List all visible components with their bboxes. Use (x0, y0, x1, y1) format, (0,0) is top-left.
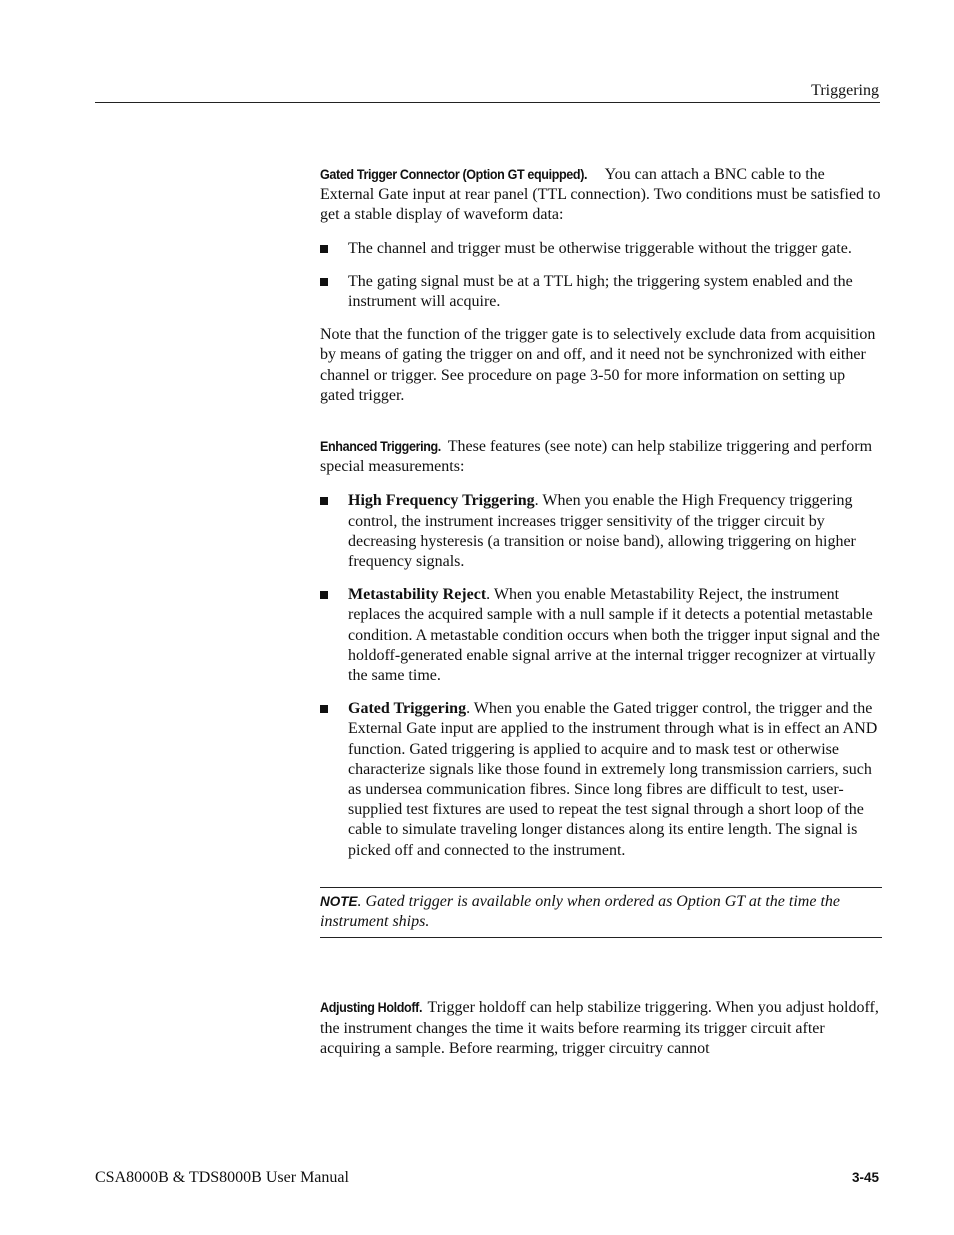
feature-term: Metastability Reject (348, 586, 487, 604)
feature-term: High Frequency Triggering (348, 492, 535, 510)
enhanced-triggering-heading: Enhanced Triggering. (320, 439, 441, 455)
page-content (320, 165, 882, 1059)
footer-page-number: 3-45 (851, 1170, 879, 1185)
gated-connector-paragraph (320, 165, 882, 226)
adjusting-holdoff-heading: Adjusting Holdoff. (320, 1000, 423, 1016)
list-item (320, 272, 882, 312)
bullet-icon (320, 591, 328, 599)
enhanced-triggering-intro: These features (see note) can help stabilize triggering and perform special measurements: (320, 438, 873, 476)
gated-connector-intro: You can attach a BNC cable to the External Gate input at rear panel (TTL connection). Two conditions must be satisfied to get a stable display of waveform data: (320, 166, 881, 224)
enhanced-features-list (320, 491, 882, 860)
bullet-icon (320, 705, 328, 713)
list-item (320, 491, 882, 572)
gated-conditions-list (320, 239, 882, 313)
list-item-text: The channel and trigger must be otherwise triggerable without the trigger gate. (348, 239, 852, 257)
adjusting-holdoff-text: Trigger holdoff can help stabilize triggering. When you adjust holdoff, the instrument changes the time it waits before rearming its trigger circuit after acquiring a sample. Before rearming, trigger circuitry cannot (320, 999, 879, 1057)
note-text: . Gated trigger is available only when ordered as Option GT at the time the instrument ships. (320, 892, 840, 931)
feature-term: Gated Triggering (348, 700, 467, 718)
gated-connector-heading: Gated Trigger Connector (Option GT equipped). (320, 167, 588, 182)
header-rule (95, 102, 880, 103)
list-item (320, 239, 882, 259)
list-item-text: The gating signal must be at a TTL high; the triggering system enabled and the instrument will acquire. (348, 272, 853, 311)
enhanced-triggering-paragraph (320, 437, 882, 477)
footer-manual-title: CSA8000B & TDS8000B User Manual (95, 1169, 349, 1186)
running-header: Triggering (811, 82, 879, 99)
list-item (320, 699, 882, 861)
bullet-icon (320, 497, 328, 505)
note-box (320, 887, 882, 938)
note-label: NOTE (320, 893, 358, 909)
feature-text: . When you enable the Gated trigger control, the trigger and the External Gate input are applied to the instrument through what is in effect an AND function. Gated triggering is applied to acquire and to mask test or otherwise characterize signals like those found in extremely long transmission carriers, such as undersea communication fibres. Since long fibres are difficult to test, user-supplied test fixtures are used to repeat the test signal through a short loop of the cable to simulate traveling longer distances along its entire length. The signal is picked off and connected to the instrument. (348, 700, 878, 859)
feature-text: . When you enable Metastability Reject, the instrument replaces the acquired sample with a null sample if it detects a potential metastable condition. A metastable condition occurs when both the trigger input signal and the holdoff-generated enable signal arrive at the internal trigger recognizer at virtually the same time. (348, 586, 880, 685)
feature-text: . When you enable the High Frequency triggering control, the instrument increases trigger sensitivity of the trigger circuit by decreasing hysteresis (a transition or noise band), allowing triggering on higher frequency signals. (348, 492, 856, 571)
bullet-icon (320, 245, 328, 253)
adjusting-holdoff-paragraph (320, 998, 882, 1059)
bullet-icon (320, 278, 328, 286)
list-item (320, 585, 882, 686)
gate-function-paragraph: Note that the function of the trigger gate is to selectively exclude data from acquisition by means of gating the trigger on and off, and it need not be synchronized with either channel or trigger. See procedure on page 3-50 for more information on setting up gated trigger. (320, 326, 876, 404)
